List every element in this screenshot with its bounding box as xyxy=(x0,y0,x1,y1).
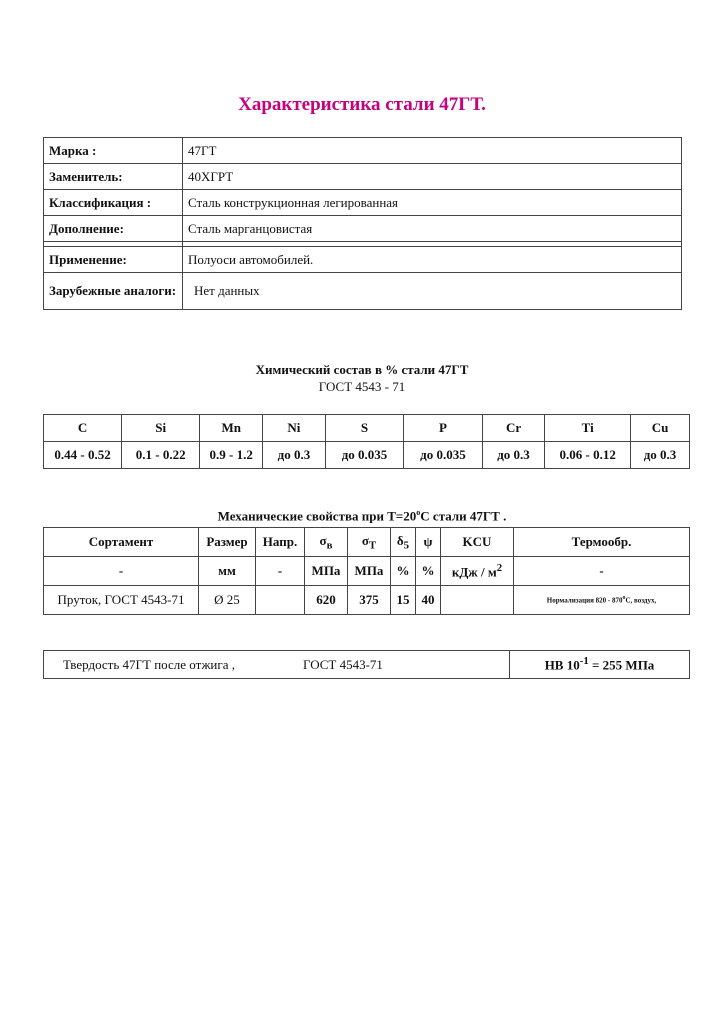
degree-mark: o xyxy=(622,595,626,602)
chemistry-header-row xyxy=(44,415,690,442)
element-value: 0.9 - 1.2 xyxy=(200,442,263,469)
size-header: Размер xyxy=(199,528,256,557)
hardness-label: Твердость 47ГТ после отжига , xyxy=(63,656,235,672)
sigma-b-value: 620 xyxy=(305,586,348,615)
degree-mark: o xyxy=(416,508,421,517)
kcu-value xyxy=(441,586,514,615)
property-value: 47ГТ xyxy=(183,138,682,164)
element-value: до 0.3 xyxy=(263,442,326,469)
property-value: Сталь марганцовистая xyxy=(183,216,682,242)
property-row xyxy=(44,164,682,190)
element-header: S xyxy=(325,415,403,442)
mechanical-title-suffix: С стали 47ГТ . xyxy=(420,508,507,524)
direction-unit: - xyxy=(256,557,305,586)
assortment-unit: - xyxy=(44,557,199,586)
size-unit: мм xyxy=(199,557,256,586)
property-row xyxy=(44,273,682,310)
delta-header xyxy=(391,528,416,557)
mechanical-title-text: Механические свойства при Т=20 xyxy=(217,508,417,524)
chemistry-title: Химический состав в % стали 47ГТ xyxy=(255,362,469,377)
size-value: Ø 25 xyxy=(199,586,256,615)
mechanical-table xyxy=(43,527,690,615)
property-key: Дополнение: xyxy=(44,216,183,242)
psi-unit: % xyxy=(416,557,441,586)
properties-table xyxy=(43,137,682,310)
property-key: Применение: xyxy=(44,247,183,273)
property-value: Нет данных xyxy=(183,273,682,310)
element-value: 0.1 - 0.22 xyxy=(122,442,200,469)
element-value: до 0.3 xyxy=(482,442,545,469)
heat-treatment-text: Нормализация 820 - 870 xyxy=(546,596,623,605)
heat-treatment-header: Термообр. xyxy=(514,528,690,557)
element-header: Ni xyxy=(263,415,326,442)
psi-header: ψ xyxy=(416,528,441,557)
element-header: Mn xyxy=(200,415,263,442)
hardness-hb-label: HB 10 xyxy=(544,657,580,673)
property-row xyxy=(44,190,682,216)
sigma-t-value: 375 xyxy=(348,586,391,615)
element-header: Cu xyxy=(631,415,690,442)
hardness-exponent: -1 xyxy=(579,655,589,668)
hardness-table xyxy=(43,650,690,679)
sigma-t-header xyxy=(348,528,391,557)
element-value: до 0.035 xyxy=(404,442,482,469)
sigma-symbol: σ xyxy=(361,532,369,548)
element-header: C xyxy=(44,415,122,442)
property-key: Зарубежные аналоги: xyxy=(44,273,183,310)
hardness-hb-value: = 255 МПа xyxy=(588,657,655,673)
element-value: до 0.3 xyxy=(631,442,690,469)
heat-treatment-suffix: C, воздух, xyxy=(625,596,657,605)
heat-treatment-unit: - xyxy=(514,557,690,586)
element-header: Ti xyxy=(545,415,631,442)
element-value: до 0.035 xyxy=(325,442,403,469)
sigma-symbol: σ xyxy=(319,532,327,548)
property-value: Полуоси автомобилей. xyxy=(183,247,682,273)
assortment-value: Пруток, ГОСТ 4543-71 xyxy=(44,586,199,615)
kcu-unit-exponent: 2 xyxy=(496,561,503,574)
delta-subscript: 5 xyxy=(403,539,410,552)
element-header: Cr xyxy=(482,415,545,442)
kcu-unit xyxy=(441,557,514,586)
direction-value xyxy=(256,586,305,615)
assortment-header: Сортамент xyxy=(44,528,199,557)
mechanical-header-row xyxy=(44,528,690,557)
kcu-header: KCU xyxy=(441,528,514,557)
element-value: 0.06 - 0.12 xyxy=(545,442,631,469)
sigma-b-header xyxy=(305,528,348,557)
sigma-b-subscript: в xyxy=(326,539,333,552)
delta-unit: % xyxy=(391,557,416,586)
property-value: Сталь конструкционная легированная xyxy=(183,190,682,216)
property-key: Марка : xyxy=(44,138,183,164)
hardness-description xyxy=(44,651,510,679)
sigma-t-unit: МПа xyxy=(348,557,391,586)
chemistry-values-row xyxy=(44,442,690,469)
sigma-b-unit: МПа xyxy=(305,557,348,586)
mechanical-title xyxy=(0,508,724,524)
property-row xyxy=(44,138,682,164)
mechanical-units-row xyxy=(44,557,690,586)
property-row xyxy=(44,216,682,242)
delta-value: 15 xyxy=(391,586,416,615)
property-key: Заменитель: xyxy=(44,164,183,190)
hardness-row xyxy=(44,651,690,679)
property-value: 40ХГРТ xyxy=(183,164,682,190)
hardness-value xyxy=(510,651,690,679)
sigma-t-subscript: T xyxy=(368,539,377,552)
mechanical-data-row xyxy=(44,586,690,615)
property-row xyxy=(44,247,682,273)
chemistry-standard: ГОСТ 4543 - 71 xyxy=(318,379,406,394)
element-header: P xyxy=(404,415,482,442)
hardness-standard: ГОСТ 4543-71 xyxy=(303,656,383,672)
element-value: 0.44 - 0.52 xyxy=(44,442,122,469)
property-key: Классификация : xyxy=(44,190,183,216)
chemistry-table xyxy=(43,414,690,469)
direction-header: Напр. xyxy=(256,528,305,557)
psi-value: 40 xyxy=(416,586,441,615)
element-header: Si xyxy=(122,415,200,442)
delta-symbol: δ xyxy=(396,532,404,548)
page-title: Характеристика стали 47ГТ. xyxy=(238,94,486,115)
kcu-unit-text: кДж / м xyxy=(451,564,497,580)
heat-treatment-value xyxy=(514,586,690,615)
